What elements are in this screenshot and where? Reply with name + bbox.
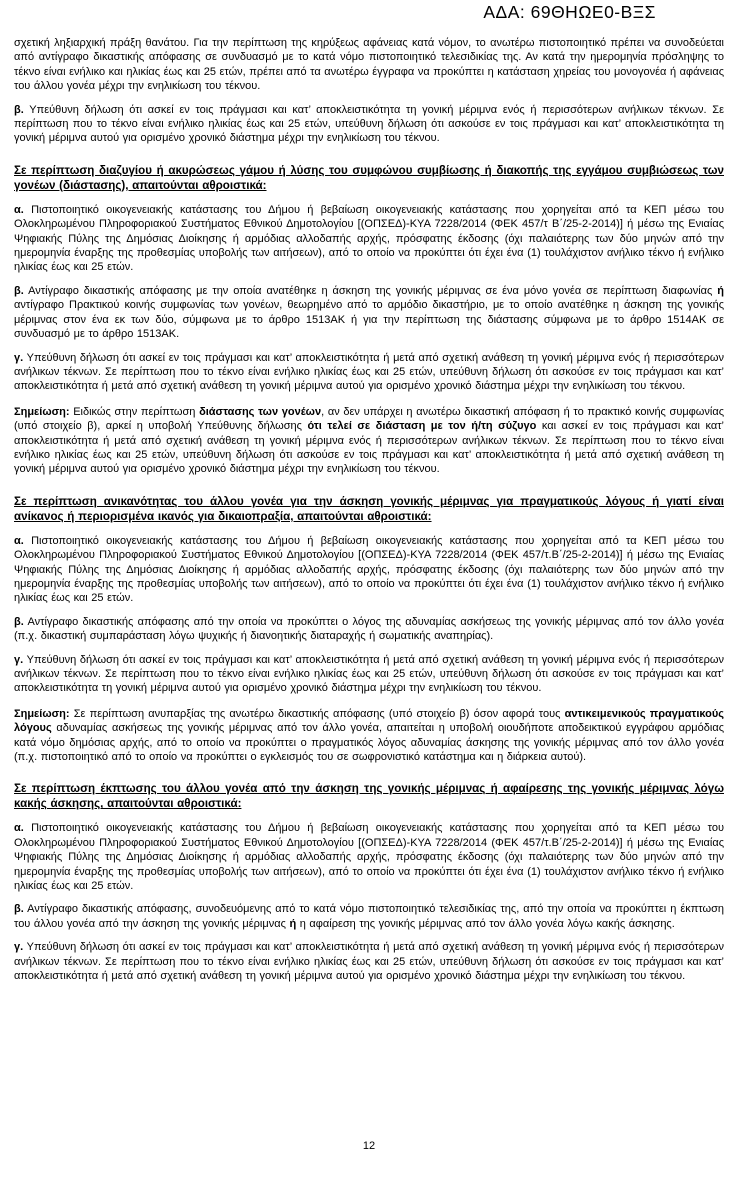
bold-text-run: Σημείωση: — [14, 405, 70, 418]
text-run: Υπεύθυνη δήλωση ότι ασκεί εν τοις πράγμασι και κατ’ αποκλειστικότητα ή μετά από σχετική ανάθεση τη γονική μέριμνα ενός ή περισσότερων ανήλικων τέκνων. Σε περίπτωση που το τέκνο είναι ενήλικο ηλικίας έως και 25 ετών, υπεύθυνη δήλωση ότι ασκούσε εν τοις πράγμασι και κατ’ αποκλειστικότητα τη γονική μέριμνα αυτού για ορισμένο χρονικό διάστημα μέχρι την ενηλικίωση του τέκνου. — [14, 653, 724, 695]
text-run: , αν δεν υπάρχει η ανωτέρω δικαστική απόφαση ή το πρακτικό κοινής συμφωνίας (υπό στοιχείο β), αρκεί η υποβολή Υπεύθυνης δήλωσης — [14, 405, 725, 433]
bold-text-run: Σε περίπτωση ανικανότητας του άλλου γονέα για την άσκηση γονικής μέριμνας για πραγματικούς λόγους ή γιατί είναι ανίκανος ή περιορισμένα ικανός για δικαιοπραξία, απαιτούνται αθροιστικά: — [14, 494, 724, 523]
bold-text-run: β. — [14, 615, 24, 628]
text-run: Υπεύθυνη δήλωση ότι ασκεί εν τοις πράγμασι και κατ’ αποκλειστικότητα ή μετά από σχετική ανάθεση τη γονική μέριμνα ενός ή περισσότερων ανήλικων τέκνων. Σε περίπτωση που το τέκνο είναι ενήλικο ηλικίας έως και 25 ετών, υπεύθυνη δήλωση ότι ασκούσε εν τοις πράγμασι και κατ’ αποκλειστικότητα ή μετά από σχετική ανάθεση τη γονική μέριμνα αυτού για ορισμένο χρονικό διάστημα μέχρι την ενηλικίωση του τέκνου. — [14, 351, 724, 393]
paragraph — [14, 203, 724, 275]
bold-text-run: α. — [14, 534, 24, 547]
text-run: Πιστοποιητικό οικογενειακής κατάστασης του Δήμου ή βεβαίωση οικογενειακής κατάστασης που χορηγείται από τα ΚΕΠ μέσω του Ολοκληρωμένου Πληροφοριακού Συστήματος Εθνικού Δημοτολογίου [(ΟΠΣΕΔ)-ΚΥΑ 7228/2014 (ΦΕΚ 457/τ.Β΄/25-2-2014)] ή μέσω της Ενιαίας Ψηφιακής Πύλης της Δημόσιας Διοίκησης ή αρμόδιας αλλοδαπής αρχής, πρόσφατης έκδοσης (όχι παλαιότερης των δύο μηνών από την ημερομηνία έναρξης της προθεσμίας υποβολής των αιτήσεων), από το οποίο να προκύπτει ότι έχει ένα (1) τουλάχιστον ανήλικο τέκνο ή ενήλικο ηλικίας έως και 25 ετών. — [14, 534, 724, 605]
text-run: Υπεύθυνη δήλωση ότι ασκεί εν τοις πράγμασι και κατ’ αποκλειστικότητα τη γονική μέριμνα ενός ή περισσότερων ανήλικων τέκνων. Σε περίπτωση που το τέκνο είναι ενήλικο ηλικίας έως και 25 ετών, υπεύθυνη δήλωση ότι ασκούσε εν τοις πράγμασι και κατ’ αποκλειστικότητα τη γονική μέριμνα αυτού για ορισμένο χρονικό διάστημα μέχρι την ενηλικίωση του τέκνου. — [14, 103, 724, 145]
paragraph — [14, 36, 724, 94]
bold-text-run: β. — [14, 284, 24, 297]
paragraph — [14, 653, 724, 696]
section-heading — [14, 163, 724, 193]
text-run: σχετική ληξιαρχική πράξη θανάτου. Για την περίπτωση της κηρύξεως αφάνειας κατά νόμον, το ανωτέρω πιστοποιητικό πρέπει να συνοδεύεται από αντίγραφο δικαστικής απόφασης σε συνδυασμό με το κατά νόμο πιστοποιητικό τελεσιδικίας της. Αν κατά την ημερομηνία πρόσληψης το τέκνο είναι ενήλικο και ηλικίας έως και 25 ετών, πρέπει από τα ανωτέρω έγγραφα να προκύπτει η κατάσταση χηρείας του μονογονέα ή αφάνειας του άλλου γονέα μέχρι την ενηλικίωση του τέκνου. — [14, 37, 724, 93]
paragraph — [14, 284, 724, 342]
note-paragraph — [14, 405, 724, 477]
note-paragraph — [14, 707, 724, 765]
section-heading — [14, 781, 724, 811]
text-run: Υπεύθυνη δήλωση ότι ασκεί εν τοις πράγμασι και κατ’ αποκλειστικότητα ή μετά από σχετική ανάθεση τη γονική μέριμνα ενός ή περισσότερων ανήλικων τέκνων. Σε περίπτωση που το τέκνο είναι ενήλικο ηλικίας έως και 25 ετών, υπεύθυνη δήλωση ότι ασκούσε εν τοις πράγμασι και κατ’ αποκλειστικότητα ή μετά από σχετική ανάθεση τη γονική μέριμνα αυτού για ορισμένο χρονικό διάστημα μέχρι την ενηλικίωση του τέκνου. — [14, 941, 724, 983]
text-run: Ειδικώς στην περίπτωση — [69, 405, 200, 418]
paragraph — [14, 821, 724, 893]
bold-text-run: β. — [14, 903, 24, 916]
text-run: η αφαίρεση της γονικής μέριμνας από τον άλλο γονέα λόγω κακής άσκησης. — [296, 917, 675, 930]
text-run: και ασκεί εν τοις πράγμασι και κατ’ αποκλειστικότητα ή μετά από σχετική ανάθεση τη γονική μέριμνα ενός ή περισσότερων ανήλικων τέκνων. Σε περίπτωση που το τέκνο είναι ενήλικο ηλικίας έως και 25 ετών, υπεύθυνη δήλωση ότι ασκούσε εν τοις πράγμασι και κατ’ αποκλειστικότητα ή μετά από σχετική ανάθεση τη γονική μέριμνα αυτού για ορισμένο χρονικό διάστημα μέχρι την ενηλικίωση του τέκνου. — [14, 420, 724, 476]
bold-text-run: αντικειμενικούς πραγματικούς λόγους — [14, 707, 724, 735]
text-run: Πιστοποιητικό οικογενειακής κατάστασης του Δήμου ή βεβαίωση οικογενειακής κατάστασης που χορηγείται από τα ΚΕΠ μέσω του Ολοκληρωμένου Πληροφοριακού Συστήματος Εθνικού Δημοτολογίου [(ΟΠΣΕΔ)-ΚΥΑ 7228/2014 (ΦΕΚ 457/τ Β΄/25-2-2014)] ή μέσω της Ενιαίας Ψηφιακής Πύλης της Δημόσιας Διοίκησης ή αρμόδιας αλλοδαπής αρχής, πρόσφατης έκδοσης (όχι παλαιότερης των δύο μηνών από την ημερομηνία έναρξης της προθεσμίας υποβολής των αιτήσεων), από το οποίο να προκύπτει ότι έχει ένα (1) τουλάχιστον ανήλικο τέκνο ή ενήλικο ηλικίας έως και 25 ετών. — [14, 203, 724, 274]
section-heading — [14, 494, 724, 524]
text-run: Αντίγραφο δικαστικής απόφασης, συνοδευόμενης από το κατά νόμο πιστοποιητικό τελεσιδικίας της, από την οποία να προκύπτει η έκπτωση του άλλου γονέα από την άσκηση της γονικής μέριμνας — [14, 903, 724, 930]
bold-text-run: Σε περίπτωση διαζυγίου ή ακυρώσεως γάμου ή λύσης του συμφώνου συμβίωσης ή διακοπής της εγγάμου συμβιώσεως των γονέων (διάστασης), απαιτούνται αθροιστικά: — [14, 163, 724, 192]
bold-text-run: ή — [717, 284, 724, 297]
page-number: 12 — [362, 1140, 376, 1152]
bold-text-run: β. — [14, 103, 24, 116]
bold-text-run: α. — [14, 822, 24, 835]
paragraph — [14, 940, 724, 983]
text-run: αντίγραφο Πρακτικού κοινής συμφωνίας των γονέων, θεωρημένο από το αρμόδιο δικαστήριο, με το οποίο ανατέθηκε η άσκηση της γονικής μέριμνας στον ένα εκ των δύο, σύμφωνα με το άρθρο 1513ΑΚ ή για την περίπτωση της διάστασης σύμφωνα με το άρθρο 1514ΑΚ σε συνδυασμό με το άρθρο 1513ΑΚ. — [14, 299, 724, 341]
paragraph — [14, 351, 724, 394]
bold-text-run: γ. — [14, 941, 24, 954]
bold-text-run: Σημείωση: — [14, 707, 70, 720]
bold-text-run: Σε περίπτωση έκπτωσης του άλλου γονέα από την άσκηση της γονικής μέριμνας ή αφαίρεσης της γονικής μέριμνας λόγω κακής άσκησης, απαιτούνται αθροιστικά: — [14, 782, 724, 811]
bold-text-run: γ. — [14, 653, 24, 666]
bold-text-run: α. — [14, 203, 24, 216]
bold-text-run: γ. — [14, 351, 24, 364]
paragraph — [14, 615, 724, 644]
text-run: Πιστοποιητικό οικογενειακής κατάστασης του Δήμου ή βεβαίωση οικογενειακής κατάστασης που χορηγείται από τα ΚΕΠ μέσω του Ολοκληρωμένου Πληροφοριακού Συστήματος Εθνικού Δημοτολογίου [(ΟΠΣΕΔ)-ΚΥΑ 7228/2014 (ΦΕΚ 457/τ.Β΄/25-2-2014)] ή μέσω της Ενιαίας Ψηφιακής Πύλης της Δημόσιας Διοίκησης ή αρμόδιας αλλοδαπής αρχής, πρόσφατης έκδοσης (όχι παλαιότερης των δύο μηνών από την ημερομηνία έναρξης της προθεσμίας υποβολής των αιτήσεων), από το οποίο να προκύπτει ότι έχει ένα (1) τουλάχιστον ανήλικο τέκνο ή ενήλικο ηλικίας έως και 25 ετών. — [14, 822, 724, 893]
bold-text-run: διάστασης των γονέων — [199, 405, 322, 418]
paragraph — [14, 534, 724, 606]
bold-text-run: ότι τελεί σε διάσταση με τον ή/τη σύζυγο — [307, 420, 537, 433]
paragraph — [14, 902, 724, 931]
ada-code: ΑΔΑ: 69ΘΗΩΕ0-ΒΞΣ — [483, 2, 656, 22]
text-run: Αντίγραφο δικαστικής απόφασης με την οποία ανατέθηκε η άσκηση της γονικής μέριμνας σε ένα μόνο γονέα σε περίπτωση διαφωνίας — [23, 284, 718, 297]
text-run: Αντίγραφο δικαστικής απόφασης από την οποία να προκύπτει ο λόγος της αδυναμίας ασκήσεως της γονικής μέριμνας από τον άλλο γονέα (π.χ. δικαστική συμπαράσταση λόγω ψυχικής ή διανοητικής διαταραχής ή σωματικής αναπηρίας). — [14, 615, 724, 643]
paragraph — [14, 103, 724, 146]
bold-text-run: ή — [289, 917, 297, 930]
text-run: Σε περίπτωση ανυπαρξίας της ανωτέρω δικαστικής απόφασης (υπό στοιχείο β) όσον αφορά τους — [69, 707, 565, 720]
document-blocks — [14, 36, 724, 993]
text-run: αδυναμίας ασκήσεως της γονικής μέριμνας από τον άλλο γονέα, απαιτείται η υποβολή οιουδήποτε αποδεικτικού εγγράφου αρμόδιας κατά νόμο δημόσιας αρχής, από το οποίο να προκύπτει ο πραγματικός λόγος αδυναμίας άσκησης της γονικής μέριμνας από τον άλλο γονέα (π.χ. πιστοποιητικό από το οποίο να προκύπτει ο εγκλεισμός του σε σωφρονιστικό κατάστημα και η διάρκεια αυτού). — [14, 722, 724, 764]
